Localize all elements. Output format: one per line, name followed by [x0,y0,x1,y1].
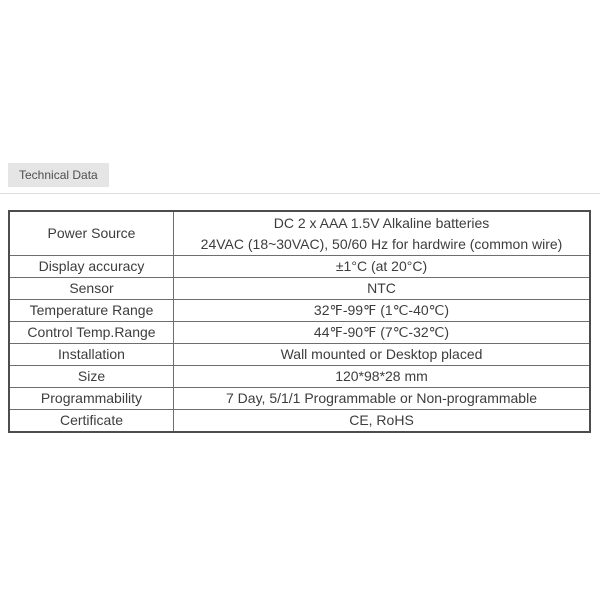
row-value: 32℉-99℉ (1℃-40℃) [174,300,591,322]
table-row [9,211,590,256]
row-value: 120*98*28 mm [174,366,591,388]
row-value: 44℉-90℉ (7℃-32℃) [174,322,591,344]
table-row [9,410,590,433]
row-label: Programmability [9,388,174,410]
row-value [174,211,591,256]
technical-data-table [8,210,591,433]
table-row [9,344,590,366]
tab-divider-line [0,193,600,194]
row-label: Certificate [9,410,174,433]
row-value-line: DC 2 x AAA 1.5V Alkaline batteries [273,214,490,231]
tab-technical-data[interactable]: Technical Data [8,163,109,187]
table-row [9,278,590,300]
row-value-line: 24VAC (18~30VAC), 50/60 Hz for hardwire (common wire) [200,235,563,252]
table-row [9,256,590,278]
table-row [9,300,590,322]
row-value: 7 Day, 5/1/1 Programmable or Non-programmable [174,388,591,410]
row-value: ±1°C (at 20°C) [174,256,591,278]
table-row [9,366,590,388]
row-label: Size [9,366,174,388]
row-label: Installation [9,344,174,366]
row-label: Display accuracy [9,256,174,278]
row-label: Sensor [9,278,174,300]
table-row [9,388,590,410]
row-value: CE, RoHS [174,410,591,433]
row-value: Wall mounted or Desktop placed [174,344,591,366]
row-value: NTC [174,278,591,300]
row-label: Temperature Range [9,300,174,322]
row-label: Control Temp.Range [9,322,174,344]
row-label: Power Source [9,211,174,256]
table-row [9,322,590,344]
